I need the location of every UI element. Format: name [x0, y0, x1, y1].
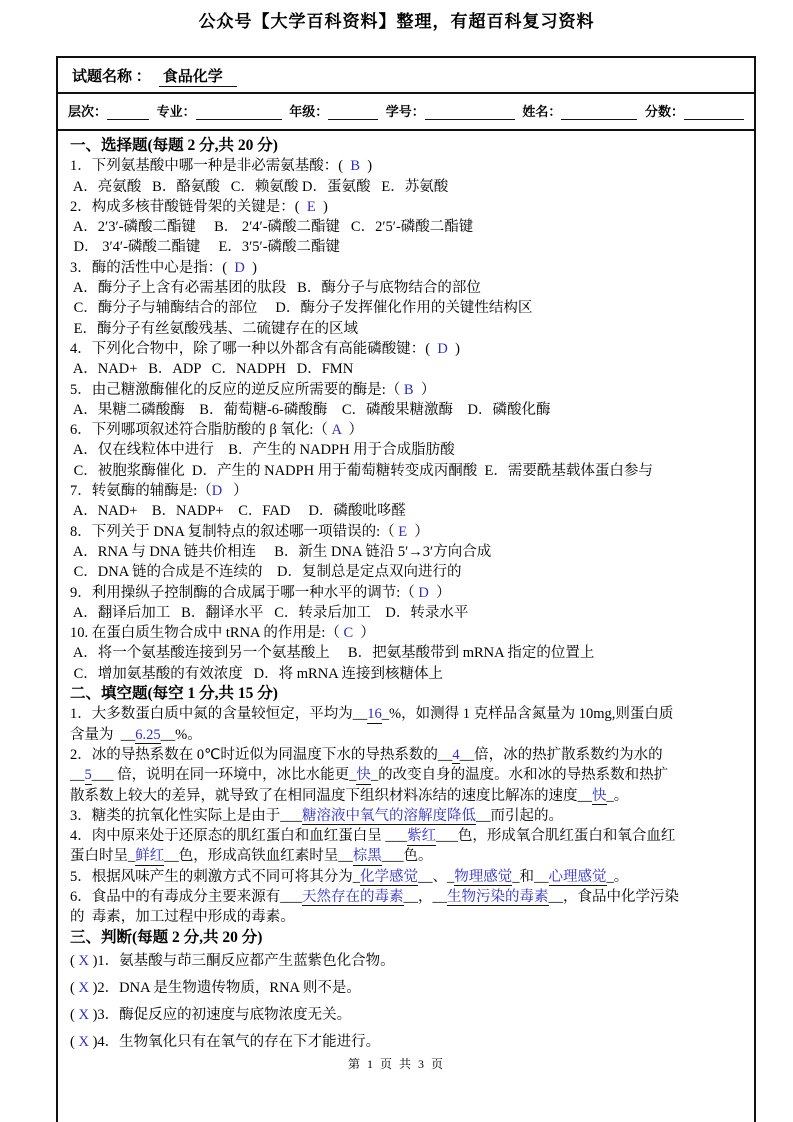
- question-1: [70, 156, 742, 176]
- info-blank-student-id: [425, 107, 515, 120]
- options-6a: [70, 440, 742, 460]
- options-9: [70, 603, 742, 623]
- judge-4: [70, 1029, 742, 1056]
- plain-text: 5．由己糖激酶催化的反应的逆反应所需要的酶是:（: [70, 381, 404, 398]
- answer-text: B: [350, 158, 360, 175]
- plain-text: ）: [222, 483, 248, 500]
- plain-text: 三、判断(每题 2 分,共 20 分): [70, 928, 263, 946]
- judge-1: [70, 948, 742, 975]
- plain-text: 7．转氨酶的辅酶是:（: [70, 483, 212, 500]
- fill-2b: [70, 765, 742, 785]
- plain-text: _和__: [512, 868, 549, 885]
- info-field-grade: [289, 101, 378, 120]
- options-5: [70, 400, 742, 420]
- plain-text: )4．生物氧化只有在氧气的存在下才能进行。: [88, 1033, 381, 1050]
- info-label-score: 分数：: [644, 104, 684, 119]
- info-blank-level: [107, 107, 149, 120]
- question-7: [70, 481, 742, 501]
- fill-4a: [70, 826, 742, 846]
- plain-text: A．仅在线粒体中进行 B．产生的 NADPH 用于合成脂肪酸: [70, 442, 455, 459]
- fill-answer-text: 16: [367, 706, 382, 723]
- fill-answer-text: 棕黑: [352, 848, 382, 865]
- info-label-grade: 年级：: [289, 104, 329, 119]
- plain-text: ): [315, 198, 328, 215]
- plain-text: 5．根据风味产生的刺激方式不同可将其分为_: [70, 868, 360, 885]
- options-6b: [70, 461, 742, 481]
- options-1: [70, 177, 742, 197]
- answer-text: E: [398, 523, 408, 540]
- plain-text: C．被胞浆酶催化 D．产生的 NADPH 用于葡萄糖转变成丙酮酸 E．需要酰基载体蛋白参与: [70, 462, 653, 479]
- options-2b: [70, 237, 742, 257]
- plain-text: D． 3′4′-磷酸二酯键 E．3′5′-磷酸二酯键: [70, 239, 341, 256]
- exam-title-value: 食品化学: [159, 69, 237, 87]
- plain-text: A．RNA 与 DNA 链共价相连 B．新生 DNA 链沿 5′→3′方向合成: [70, 543, 492, 560]
- plain-text: 6．食品中的有毒成分主要来源有___: [70, 888, 302, 905]
- answer-text: D: [234, 259, 245, 276]
- fill-1b: [70, 725, 742, 745]
- plain-text: __倍，冰的热扩散系数约为水的: [459, 746, 663, 763]
- plain-text: 9．利用操纵子控制酶的合成属于哪一种水平的调节:（: [70, 584, 419, 601]
- plain-text: (: [70, 952, 79, 969]
- info-label-level: 层次：: [68, 104, 108, 119]
- judge-2: [70, 975, 742, 1002]
- plain-text: 一、选择题(每题 2 分,共 20 分): [70, 137, 278, 154]
- answer-text: C: [343, 625, 354, 642]
- question-2: [70, 197, 742, 217]
- exam-title-row: [58, 58, 754, 94]
- fill-answer-text: 5: [84, 767, 92, 784]
- plain-text: )2．DNA 是生物遗传物质，RNA 则不是。: [88, 979, 361, 996]
- plain-text: 10. 在蛋白质生物合成中 tRNA 的作用是:（: [70, 625, 344, 642]
- plain-text: __，__: [403, 888, 447, 905]
- fill-answer-text: 心理感觉: [548, 868, 607, 885]
- plain-text: A．2′3′-磷酸二酯键 B． 2′4′-磷酸二酯键 C．2′5′-磷酸二酯键: [70, 219, 474, 236]
- answer-text: D: [418, 584, 429, 601]
- fill-2c: [70, 786, 742, 806]
- fill-6a: [70, 887, 742, 907]
- plain-text: 3．糖类的抗氧化性实际上是由于___: [70, 807, 302, 824]
- section-heading-1: [70, 136, 742, 156]
- options-8a: [70, 542, 742, 562]
- info-blank-score: [684, 107, 744, 120]
- fill-answer-text: 生物污染的毒素: [447, 888, 549, 905]
- plain-text: (: [70, 1033, 79, 1050]
- plain-text: C．酶分子与辅酶结合的部位 D．酶分子发挥催化作用的关键性结构区: [70, 300, 533, 317]
- answer-text: X: [78, 952, 89, 969]
- plain-text: 6．下列哪项叙述符合脂肪酸的 β 氧化:（: [70, 422, 332, 439]
- plain-text: 1．下列氨基酸中哪一种是非必需氨基酸：(: [70, 158, 351, 175]
- fill-answer-text: 糖溶液中氧气的溶解度降低: [302, 807, 476, 824]
- plain-text: ): [360, 158, 373, 175]
- fill-5: [70, 867, 742, 887]
- plain-text: ）: [353, 625, 375, 642]
- fill-1a: [70, 704, 742, 724]
- plain-text: ): [447, 340, 460, 357]
- section-heading-2: [70, 684, 742, 704]
- info-label-name: 姓名：: [522, 104, 562, 119]
- plain-text: (: [70, 1006, 79, 1023]
- info-field-score: [645, 101, 744, 120]
- answer-text: A: [331, 422, 342, 439]
- exam-title-label: 试题名称 ：: [72, 69, 151, 85]
- plain-text: 1．大多数蛋白质中氮的含量较恒定，平均为__: [70, 706, 368, 723]
- plain-text: 蛋白时呈_: [70, 848, 136, 865]
- plain-text: 4．下列化合物中，除了哪一种以外都含有高能磷酸键：(: [70, 340, 438, 357]
- plain-text: A．NAD+ B．ADP C．NADPH D．FMN: [70, 361, 354, 378]
- answer-text: E: [306, 198, 316, 215]
- info-blank-name: [561, 107, 637, 120]
- info-field-name: [522, 101, 637, 120]
- plain-text: )3．酶促反应的初速度与底物浓度无关。: [88, 1006, 352, 1023]
- options-8b: [70, 562, 742, 582]
- plain-text: 散系数上较大的差异，就导致了在相同温度下组织材料冻结的速度比解冻的速度__: [70, 787, 592, 804]
- options-10a: [70, 643, 742, 663]
- plain-text: ): [244, 259, 257, 276]
- question-5: [70, 380, 742, 400]
- fill-answer-text: 快: [592, 787, 607, 804]
- plain-text: 8．下列关于 DNA 复制特点的叙述哪一项错误的:（: [70, 523, 399, 540]
- plain-text: __: [70, 767, 85, 784]
- fill-answer-text: 天然存在的毒素: [302, 888, 404, 905]
- options-3c: [70, 319, 742, 339]
- plain-text: E．酶分子有丝氨酸残基、二硫键存在的区域: [70, 320, 358, 337]
- fill-answer-text: 物理感觉: [454, 868, 513, 885]
- question-8: [70, 522, 742, 542]
- plain-text: C．DNA 链的合成是不连续的 D．复制总是定点双向进行的: [70, 564, 462, 581]
- plain-text: A．酶分子上含有必需基团的肽段 B．酶分子与底物结合的部位: [70, 280, 481, 297]
- page-header: 公众号【大学百科资料】整理，有超百科复习资料: [198, 12, 595, 31]
- plain-text: 2．构成多核苷酸链骨架的关键是：(: [70, 198, 307, 215]
- options-3a: [70, 278, 742, 298]
- question-6: [70, 420, 742, 440]
- plain-text: ）: [407, 523, 429, 540]
- options-10b: [70, 664, 742, 684]
- fill-answer-text: 4: [452, 746, 460, 763]
- judge-3: [70, 1002, 742, 1029]
- answer-text: B: [403, 381, 414, 398]
- plain-text: __，食品中化学污染: [548, 888, 679, 905]
- plain-text: A．将一个氨基酸连接到另一个氨基酸上 B．把氨基酸带到 mRNA 指定的位置上: [70, 645, 595, 662]
- options-3b: [70, 298, 742, 318]
- plain-text: 2．冰的导热系数在 0℃时近似为同温度下水的导热系数的__: [70, 746, 453, 763]
- answer-text: X: [78, 1033, 89, 1050]
- plain-text: ）: [413, 381, 436, 398]
- info-field-major: [157, 101, 282, 120]
- answer-text: D: [211, 483, 223, 500]
- plain-text: 二、填空题(每空 1 分,共 15 分): [70, 685, 278, 703]
- answer-text: X: [78, 979, 89, 996]
- plain-text: (: [70, 979, 79, 996]
- plain-text: __%。: [160, 726, 202, 743]
- plain-text: A．翻译后加工 B．翻译水平 C．转录后加工 D．转录水平: [70, 604, 469, 621]
- exam-box: [56, 56, 756, 1122]
- fill-2a: [70, 745, 742, 765]
- plain-text: __而引起的。: [476, 807, 563, 824]
- question-3: [70, 258, 742, 278]
- section-heading-3: [70, 928, 742, 948]
- fill-answer-text: 鲜红: [135, 848, 165, 865]
- plain-text: ）: [428, 584, 451, 601]
- plain-text: 4．肉中原来处于还原态的肌红蛋白和血红蛋白呈 ___: [70, 828, 408, 845]
- student-info-row: [58, 94, 754, 131]
- exam-content: [58, 131, 754, 1056]
- plain-text: ___ 倍，说明在同一环境中，冰比水能更_: [91, 767, 357, 784]
- info-label-major: 专业：: [156, 104, 196, 119]
- plain-text: _。: [606, 868, 629, 885]
- plain-text: _%，如测得 1 克样品含氮量为 10mg,则蛋白质: [381, 706, 674, 723]
- plain-text: __、_: [418, 868, 455, 885]
- info-blank-major: [196, 107, 282, 120]
- page-footer: 第 1 页 共 3 页: [347, 1057, 445, 1071]
- plain-text: )1．氨基酸与茚三酮反应都产生蓝紫色化合物。: [88, 952, 395, 969]
- options-4: [70, 359, 742, 379]
- fill-3: [70, 806, 742, 826]
- question-4: [70, 339, 742, 359]
- plain-text: 的 毒素，加工过程中形成的毒素。: [70, 909, 295, 926]
- plain-text: 3．酶的活性中心是指：(: [70, 259, 235, 276]
- plain-text: 含量为 __: [70, 726, 136, 743]
- plain-text: ）: [341, 422, 363, 439]
- plain-text: A．亮氨酸 B．酪氨酸 C．赖氨酸 D．蛋氨酸 E．苏氨酸: [70, 178, 449, 195]
- options-7: [70, 501, 742, 521]
- plain-text: __色，形成高铁血红素时呈__: [164, 848, 353, 865]
- plain-text: ___色。: [381, 848, 433, 865]
- plain-text: _。: [606, 787, 629, 804]
- question-10: [70, 623, 742, 643]
- plain-text: A．果糖二磷酸酶 B．葡萄糖-6-磷酸酶 C．磷酸果糖激酶 D．磷酸化酶: [70, 401, 551, 418]
- answer-text: D: [437, 340, 448, 357]
- fill-6b: [70, 907, 742, 927]
- options-2a: [70, 217, 742, 237]
- plain-text: _的改变自身的温度。水和冰的导热系数和热扩: [370, 767, 669, 784]
- plain-text: ___色，形成氧合肌红蛋白和氧合血红: [436, 828, 676, 845]
- fill-answer-text: 快: [356, 767, 371, 784]
- info-field-level: [68, 101, 149, 120]
- fill-4b: [70, 846, 742, 866]
- question-9: [70, 583, 742, 603]
- info-label-student-id: 学号：: [385, 104, 425, 119]
- info-blank-grade: [328, 107, 378, 120]
- answer-text: X: [78, 1006, 89, 1023]
- plain-text: C．增加氨基酸的有效浓度 D．将 mRNA 连接到核糖体上: [70, 665, 443, 682]
- fill-answer-text: 6.25: [135, 726, 161, 743]
- info-field-student-id: [386, 101, 515, 120]
- plain-text: A．NAD+ B．NADP+ C．FAD D．磷酸吡哆醛: [70, 503, 406, 520]
- fill-answer-text: 紫红: [407, 828, 437, 845]
- fill-answer-text: 化学感觉: [360, 868, 418, 885]
